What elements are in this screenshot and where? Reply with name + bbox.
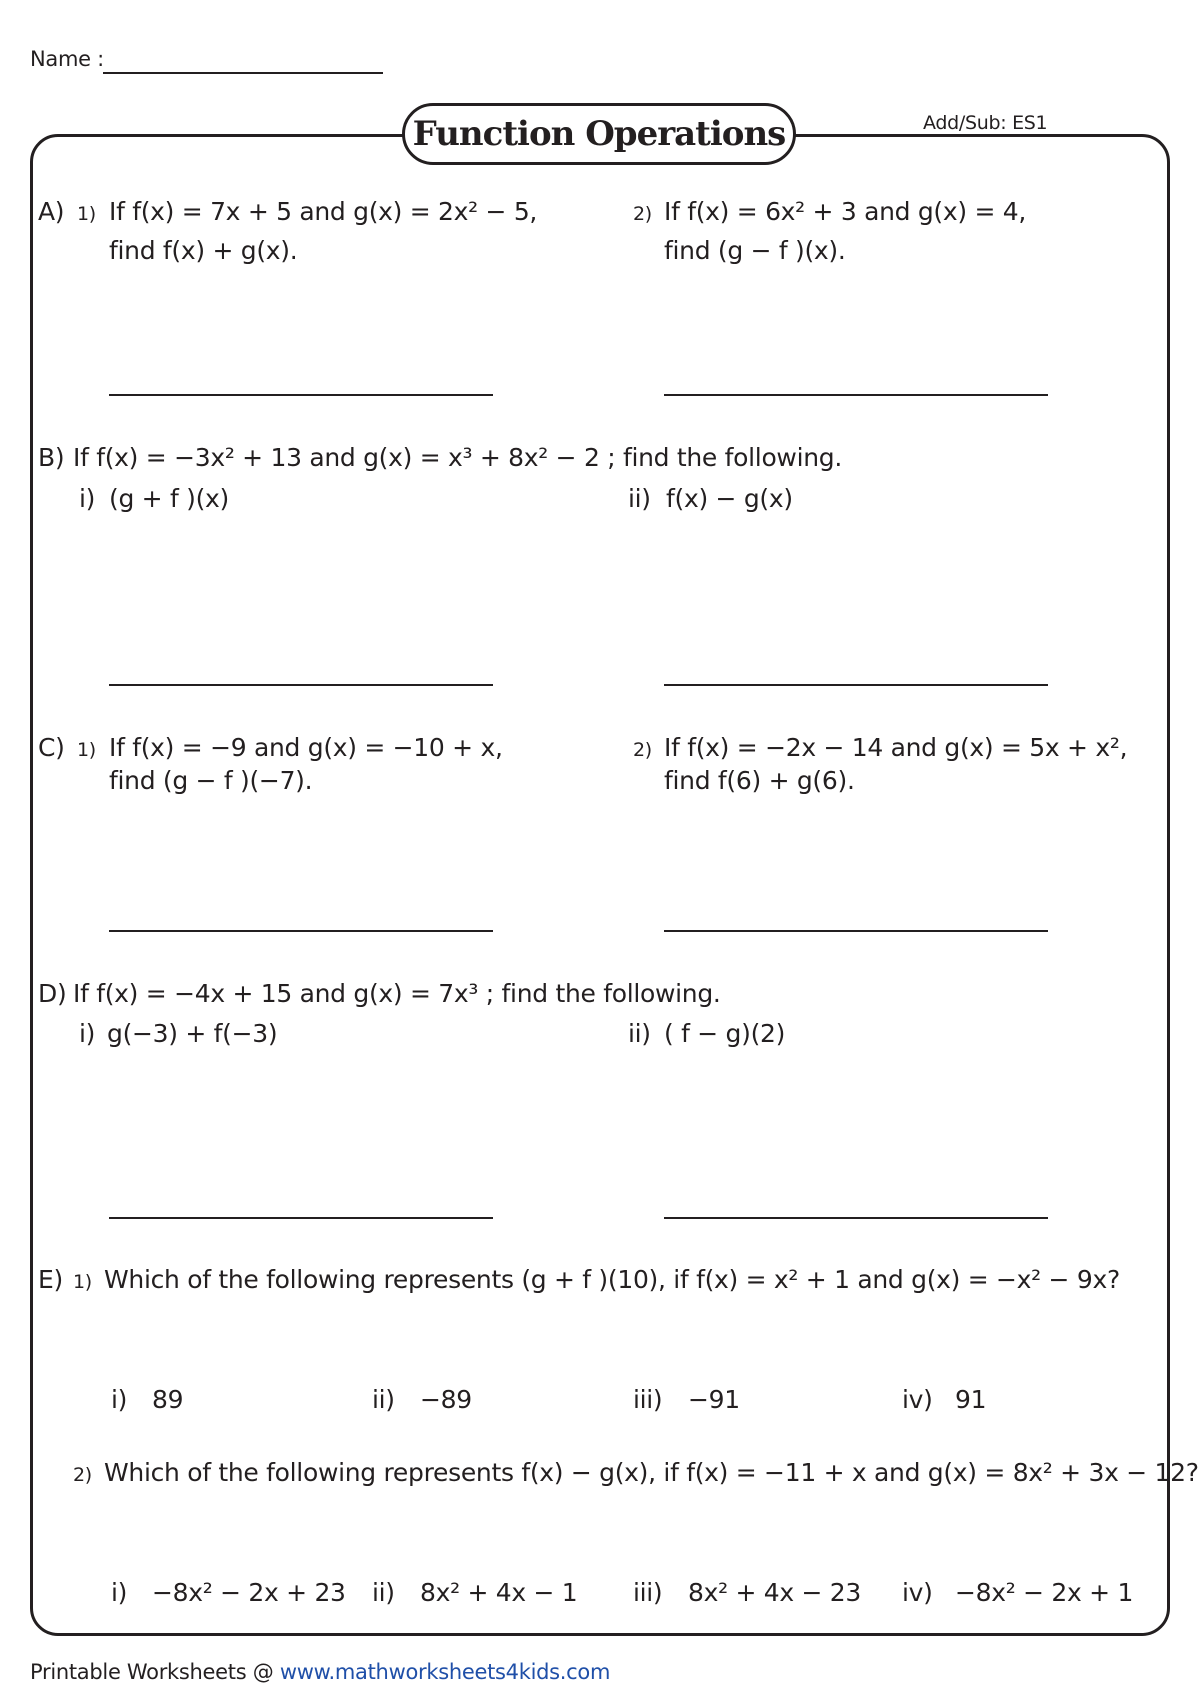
name-label: Name :: [30, 47, 104, 71]
section-e-q2-number: 2): [73, 1464, 92, 1486]
section-d-i-label: i): [79, 1019, 96, 1048]
section-d-ii-label: ii): [628, 1019, 651, 1048]
section-b-stem: If f(x) = −3x² + 13 and g(x) = x³ + 8x² − 2 ; find the following.: [73, 443, 842, 472]
section-e-q1-question: Which of the following represents (g + f )(10), if f(x) = x² + 1 and g(x) = −x² − 9x?: [104, 1265, 1120, 1294]
section-e-q2-question: Which of the following represents f(x) − g(x), if f(x) = −11 + x and g(x) = 8x² + 3x − 12?: [104, 1458, 1199, 1487]
section-d-stem: If f(x) = −4x + 15 and g(x) = 7x³ ; find the following.: [73, 979, 721, 1008]
footer-link[interactable]: www.mathworksheets4kids.com: [279, 1660, 611, 1684]
section-c-q2-text: If f(x) = −2x − 14 and g(x) = 5x + x²,: [664, 733, 1128, 762]
section-c-q2-number: 2): [633, 739, 652, 761]
answer-line-c1[interactable]: [109, 930, 493, 932]
answer-line-b-ii[interactable]: [664, 684, 1048, 686]
section-e-q2-option-iv-label: iv): [902, 1578, 933, 1607]
section-a-q1-find: find f(x) + g(x).: [109, 236, 298, 265]
section-e-q1-number: 1): [73, 1271, 92, 1293]
footer-prefix: Printable Worksheets @: [30, 1660, 280, 1684]
section-e-q1-option-iv-value[interactable]: 91: [955, 1385, 987, 1414]
section-e-q2-option-i-value[interactable]: −8x² − 2x + 23: [152, 1578, 346, 1607]
section-c-q1-number: 1): [77, 739, 96, 761]
answer-line-d-ii[interactable]: [664, 1217, 1048, 1219]
section-b-i-expr: (g + f )(x): [109, 484, 229, 513]
section-e-q1-option-ii-label: ii): [372, 1385, 395, 1414]
section-e-q2-option-iii-label: iii): [633, 1578, 663, 1607]
section-e-letter: E): [38, 1265, 63, 1294]
section-b-letter: B): [38, 443, 65, 472]
answer-line-c2[interactable]: [664, 930, 1048, 932]
section-c-letter: C): [38, 733, 65, 762]
section-e-q2-option-ii-value[interactable]: 8x² + 4x − 1: [420, 1578, 578, 1607]
worksheet-frame: [30, 134, 1170, 1636]
section-c-q2-find: find f(6) + g(6).: [664, 766, 855, 795]
section-e-q1-option-ii-value[interactable]: −89: [420, 1385, 472, 1414]
section-b-i-label: i): [79, 484, 96, 513]
answer-line-a1[interactable]: [109, 394, 493, 396]
answer-line-d-i[interactable]: [109, 1217, 493, 1219]
section-d-letter: D): [38, 979, 67, 1008]
section-d-i-expr: g(−3) + f(−3): [107, 1019, 278, 1048]
section-e-q2-option-iv-value[interactable]: −8x² − 2x + 1: [955, 1578, 1134, 1607]
page-title: Function Operations: [412, 114, 786, 154]
section-b-ii-label: ii): [628, 484, 651, 513]
section-a-q2-number: 2): [633, 203, 652, 225]
section-c-q1-find: find (g − f )(−7).: [109, 766, 313, 795]
section-e-q2-option-i-label: i): [111, 1578, 128, 1607]
footer: [30, 1657, 610, 1687]
section-e-q1-option-i-value[interactable]: 89: [152, 1385, 184, 1414]
section-a-letter: A): [38, 197, 65, 226]
section-c-q1-text: If f(x) = −9 and g(x) = −10 + x,: [109, 733, 503, 762]
section-a-q2-text: If f(x) = 6x² + 3 and g(x) = 4,: [664, 197, 1027, 226]
answer-line-a2[interactable]: [664, 394, 1048, 396]
section-e-q1-option-iv-label: iv): [902, 1385, 933, 1414]
worksheet-code: Add/Sub: ES1: [923, 112, 1048, 134]
answer-line-b-i[interactable]: [109, 684, 493, 686]
section-a-q1-text: If f(x) = 7x + 5 and g(x) = 2x² − 5,: [109, 197, 538, 226]
name-field-line[interactable]: [103, 72, 383, 74]
section-a-q2-find: find (g − f )(x).: [664, 236, 846, 265]
section-e-q2-option-ii-label: ii): [372, 1578, 395, 1607]
title-badge: [402, 103, 796, 165]
section-b-ii-expr: f(x) − g(x): [666, 484, 793, 513]
section-a-q1-number: 1): [77, 203, 96, 225]
section-e-q2-option-iii-value[interactable]: 8x² + 4x − 23: [688, 1578, 862, 1607]
section-e-q1-option-i-label: i): [111, 1385, 128, 1414]
section-d-ii-expr: ( f − g)(2): [664, 1019, 786, 1048]
section-e-q1-option-iii-value[interactable]: −91: [688, 1385, 740, 1414]
section-e-q1-option-iii-label: iii): [633, 1385, 663, 1414]
